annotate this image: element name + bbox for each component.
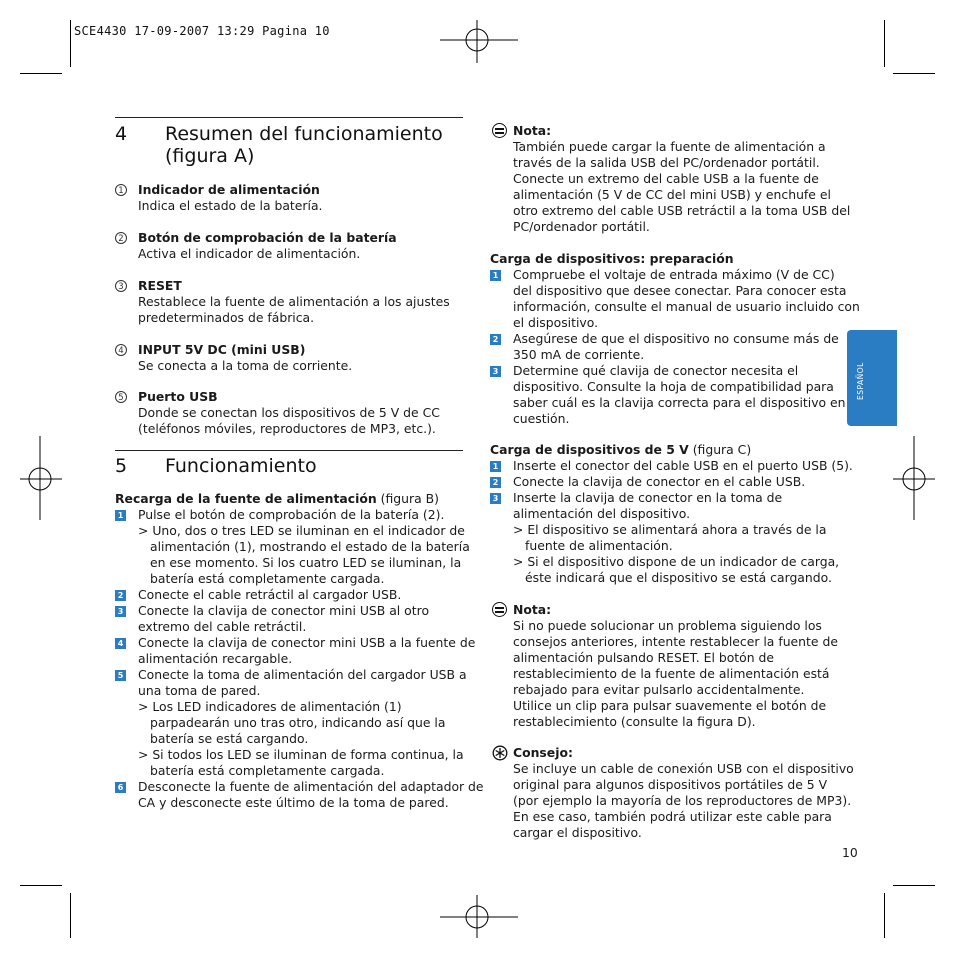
step-number-badge: 2 [115, 590, 126, 601]
item-number-circle: 5 [115, 391, 127, 403]
item-number-circle: 4 [115, 344, 127, 356]
step-result: fuente de alimentación. [525, 538, 673, 553]
print-header: SCE4430 17-09-2007 13:29 Pagina 10 [74, 24, 330, 38]
step-result: batería se está cargando. [150, 731, 309, 746]
item-description: Donde se conectan los dispositivos de 5 V de CC [138, 405, 440, 420]
paragraph-line: original para algunos dispositivos portátiles de 5 V [513, 777, 828, 792]
section5-subheading: Recarga de la fuente de alimentación (figura B) [115, 491, 439, 506]
step-text: 350 mA de corriente. [513, 347, 645, 362]
step-number-badge: 1 [490, 270, 501, 281]
item-number-circle: 3 [115, 280, 127, 292]
item-title: Puerto USB [138, 389, 218, 404]
item-title: INPUT 5V DC (mini USB) [138, 342, 306, 357]
step-text: Asegúrese de que el dispositivo no consume más de [513, 331, 839, 346]
step-number-badge: 2 [490, 334, 501, 345]
language-tab [847, 330, 897, 426]
note-icon [492, 602, 507, 617]
paragraph-line: En ese caso, también podrá utilizar este cable para [513, 809, 832, 824]
paragraph-line: Utilice un clip para pulsar suavemente el botón de [513, 698, 827, 713]
step-number-badge: 3 [115, 606, 126, 617]
paragraph-line: otro extremo del cable USB retráctil a la toma USB del [513, 203, 851, 218]
tip-icon [492, 745, 508, 761]
section5-number: 5 [115, 455, 128, 477]
paragraph-line: cargar el dispositivo. [513, 825, 642, 840]
step-result: batería está completamente cargada. [150, 571, 385, 586]
step-number-badge: 5 [115, 670, 126, 681]
item-title: Indicador de alimentación [138, 182, 320, 197]
paragraph-line: restablecimiento (consulte la figura D). [513, 714, 756, 729]
step-result: batería está completamente cargada. [150, 763, 385, 778]
step-text: Conecte la clavija de conector mini USB al otro [138, 603, 430, 618]
item-number-circle: 1 [115, 184, 127, 196]
step-text: saber cuál es la clavija correcta para el dispositivo en [513, 395, 846, 410]
step-text: Determine qué clavija de conector necesita el [513, 363, 799, 378]
step-number-badge: 3 [490, 493, 501, 504]
paragraph-line: consejos anteriores, intente restablecer la fuente de [513, 634, 838, 649]
item-description: Restablece la fuente de alimentación a los ajustes [138, 294, 450, 309]
step-result: parpadearán uno tras otro, indicando así que la [150, 715, 446, 730]
step-text: Inserte la clavija de conector en la toma de [513, 490, 783, 505]
step-text: Conecte el cable retráctil al cargador USB. [138, 587, 402, 602]
paragraph-line: También puede cargar la fuente de alimentación a [513, 139, 826, 154]
step-text: Pulse el botón de comprobación de la batería (2). [138, 507, 445, 522]
step-result: alimentación (1), mostrando el estado de la batería [150, 539, 470, 554]
step-number-badge: 1 [490, 461, 501, 472]
item-title: Botón de comprobación de la batería [138, 230, 397, 245]
step-text: dispositivo. Consulte la hoja de compatibilidad para [513, 379, 834, 394]
step-result: > Si todos los LED se iluminan de forma continua, la [138, 747, 464, 762]
step-text: Conecte la toma de alimentación del cargador USB a [138, 667, 467, 682]
step-text: Conecte la clavija de conector mini USB a la fuente de [138, 635, 476, 650]
step-text: alimentación recargable. [138, 651, 293, 666]
paragraph-line: Si no puede solucionar un problema siguiendo los [513, 618, 822, 633]
prep-title: Carga de dispositivos: preparación [490, 251, 734, 266]
item-title: RESET [138, 278, 182, 293]
paragraph-line: Se incluye un cable de conexión USB con el dispositivo [513, 761, 854, 776]
language-tab-label: ESPAÑOL [856, 362, 865, 400]
charge5v-title: Carga de dispositivos de 5 V (figura C) [490, 442, 752, 457]
step-result: > Los LED indicadores de alimentación (1) [138, 699, 402, 714]
item-number-circle: 2 [115, 232, 127, 244]
step-text: Compruebe el voltaje de entrada máximo (V de CC) [513, 267, 835, 282]
step-number-badge: 3 [490, 366, 501, 377]
step-text: del dispositivo que desee conectar. Para conocer esta [513, 283, 847, 298]
item-description: predeterminados de fábrica. [138, 310, 315, 325]
step-result: > El dispositivo se alimentará ahora a través de la [513, 522, 827, 537]
step-number-badge: 4 [115, 638, 126, 649]
note2-label: Nota: [513, 602, 552, 617]
section-rule [115, 450, 463, 451]
item-description: Indica el estado de la batería. [138, 198, 323, 213]
paragraph-line: (por ejemplo la mayoría de los reproductores de MP3). [513, 793, 852, 808]
section4-number: 4 [115, 123, 128, 145]
step-result: > Si el dispositivo dispone de un indicador de carga, [513, 554, 840, 569]
paragraph-line: PC/ordenador portátil. [513, 219, 650, 234]
paragraph-line: alimentación (5 V de CC del mini USB) y enchufe el [513, 187, 831, 202]
tip-label: Consejo: [513, 745, 573, 760]
note1-label: Nota: [513, 123, 552, 138]
step-text: Conecte la clavija de conector en el cable USB. [513, 474, 806, 489]
step-number-badge: 2 [490, 477, 501, 488]
step-text: CA y desconecte este último de la toma de pared. [138, 795, 449, 810]
step-result: > Uno, dos o tres LED se iluminan en el indicador de [138, 523, 465, 538]
step-number-badge: 1 [115, 510, 126, 521]
section5-title: Funcionamiento [165, 455, 317, 477]
paragraph-line: Conecte un extremo del cable USB a la fuente de [513, 171, 819, 186]
step-result: en ese momento. Si los cuatro LED se iluminan, la [150, 555, 462, 570]
paragraph-line: alimentación pulsando RESET. El botón de [513, 650, 775, 665]
paragraph-line: través de la salida USB del PC/ordenador portátil. [513, 155, 820, 170]
paragraph-line: restablecimiento de la fuente de alimentación está [513, 666, 830, 681]
item-description: Se conecta a la toma de corriente. [138, 358, 353, 373]
item-description: Activa el indicador de alimentación. [138, 246, 361, 261]
step-text: Inserte el conector del cable USB en el puerto USB (5). [513, 458, 853, 473]
step-number-badge: 6 [115, 782, 126, 793]
step-text: cuestión. [513, 411, 570, 426]
step-text: extremo del cable retráctil. [138, 619, 307, 634]
section4-title-line2: (figura A) [165, 145, 255, 167]
item-description: (teléfonos móviles, reproductores de MP3, etc.). [138, 421, 436, 436]
note-icon [492, 123, 507, 138]
step-text: Desconecte la fuente de alimentación del adaptador de [138, 779, 484, 794]
step-text: el dispositivo. [513, 315, 599, 330]
paragraph-line: rebajado para evitar pulsarlo accidentalmente. [513, 682, 805, 697]
section-rule [115, 117, 463, 118]
page-number: 10 [842, 845, 858, 860]
section4-title-line1: Resumen del funcionamiento [165, 123, 443, 145]
step-text: alimentación del dispositivo. [513, 506, 691, 521]
step-text: información, consulte el manual de usuario incluido con [513, 299, 860, 314]
step-result: éste indicará que el dispositivo se está cargando. [525, 570, 832, 585]
step-text: una toma de pared. [138, 683, 261, 698]
